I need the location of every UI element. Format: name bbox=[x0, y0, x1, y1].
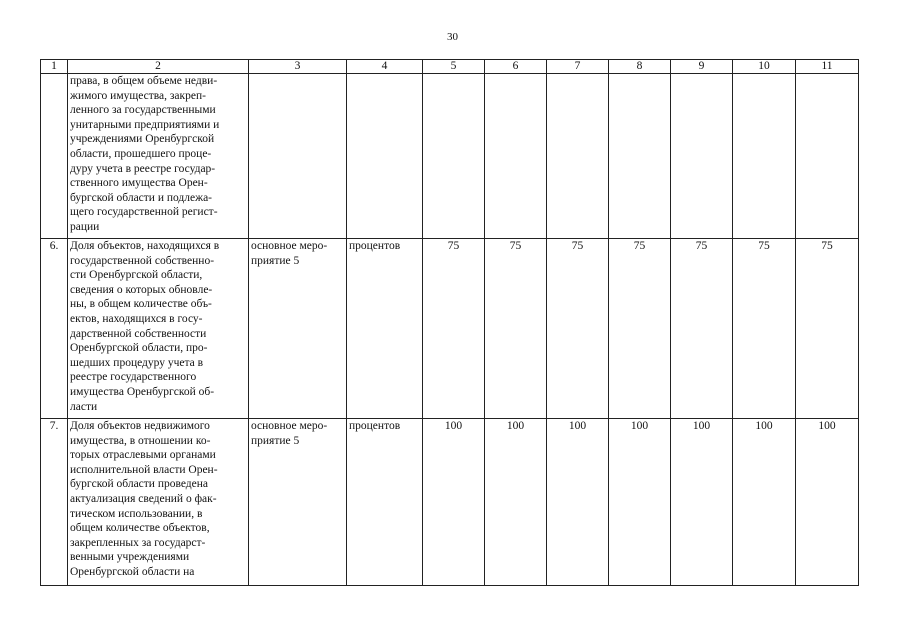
description-line: государственной собственно- bbox=[70, 254, 215, 267]
unit-cell: процентов bbox=[347, 419, 423, 586]
column-header: 5 bbox=[423, 60, 485, 74]
value-cell: 100 bbox=[671, 419, 733, 586]
description-line: ектов, находящихся в госу- bbox=[70, 312, 203, 325]
column-header: 8 bbox=[609, 60, 671, 74]
description-line: тическом использовании, в bbox=[70, 507, 203, 520]
description-line: сти Оренбургской области, bbox=[70, 269, 203, 282]
column-number-row bbox=[41, 60, 859, 74]
description-line: учреждениями Оренбургской bbox=[70, 133, 215, 146]
table-row bbox=[41, 419, 859, 586]
description-line: жимого имущества, закреп- bbox=[70, 89, 206, 102]
value-cell bbox=[671, 74, 733, 239]
indicator-description bbox=[68, 239, 249, 419]
table-row bbox=[41, 74, 859, 239]
description-line: общем количестве объектов, bbox=[70, 522, 210, 535]
column-header: 9 bbox=[671, 60, 733, 74]
column-header: 10 bbox=[733, 60, 796, 74]
value-cell: 75 bbox=[423, 239, 485, 419]
value-cell bbox=[423, 74, 485, 239]
table-row bbox=[41, 239, 859, 419]
description-line: дарственной собственности bbox=[70, 327, 207, 340]
page-number: 30 bbox=[447, 31, 458, 43]
description-line: Оренбургской области на bbox=[70, 565, 195, 578]
description-line: Оренбургской области, про- bbox=[70, 342, 208, 355]
description-line: рации bbox=[70, 220, 100, 233]
event-line: приятие 5 bbox=[251, 434, 300, 447]
value-cell: 75 bbox=[547, 239, 609, 419]
description-line: торых отраслевыми органами bbox=[70, 449, 216, 462]
value-cell: 75 bbox=[609, 239, 671, 419]
event-cell bbox=[249, 239, 347, 419]
row-number: 6. bbox=[41, 239, 68, 419]
description-line: ласти bbox=[70, 400, 98, 413]
description-line: бургской области и подлежа- bbox=[70, 191, 213, 204]
description-line: Доля объектов недвижимого bbox=[70, 420, 210, 432]
value-cell: 75 bbox=[671, 239, 733, 419]
column-header: 2 bbox=[68, 60, 249, 74]
value-cell bbox=[796, 74, 859, 239]
value-cell: 100 bbox=[423, 419, 485, 586]
description-line: ленного за государственными bbox=[70, 104, 216, 117]
description-line: реестре государственного bbox=[70, 371, 197, 384]
column-header: 3 bbox=[249, 60, 347, 74]
indicators-table bbox=[40, 59, 859, 586]
description-line: ны, в общем количестве объ- bbox=[70, 298, 212, 311]
description-line: бургской области проведена bbox=[70, 478, 209, 491]
event-cell bbox=[249, 74, 347, 239]
event-cell bbox=[249, 419, 347, 586]
column-header: 6 bbox=[485, 60, 547, 74]
value-cell: 100 bbox=[733, 419, 796, 586]
column-header: 1 bbox=[41, 60, 68, 74]
value-cell: 100 bbox=[609, 419, 671, 586]
value-cell bbox=[733, 74, 796, 239]
description-line: щего государственной регист- bbox=[70, 206, 218, 219]
event-line: приятие 5 bbox=[251, 254, 300, 267]
description-line: шедших процедуру учета в bbox=[70, 356, 204, 369]
column-header: 11 bbox=[796, 60, 859, 74]
description-line: имущества Оренбургской об- bbox=[70, 385, 215, 398]
indicator-description bbox=[68, 74, 249, 239]
value-cell: 75 bbox=[733, 239, 796, 419]
value-cell: 100 bbox=[796, 419, 859, 586]
value-cell: 75 bbox=[796, 239, 859, 419]
description-line: области, прошедшего проце- bbox=[70, 147, 212, 160]
description-line: исполнительной власти Орен- bbox=[70, 463, 218, 476]
value-cell: 100 bbox=[485, 419, 547, 586]
column-header: 4 bbox=[347, 60, 423, 74]
unit-cell: процентов bbox=[347, 239, 423, 419]
value-cell bbox=[547, 74, 609, 239]
description-line: права, в общем объеме недви- bbox=[70, 75, 218, 87]
value-cell: 75 bbox=[485, 239, 547, 419]
indicator-description bbox=[68, 419, 249, 586]
row-number bbox=[41, 74, 68, 239]
value-cell bbox=[609, 74, 671, 239]
description-line: закрепленных за государст- bbox=[70, 536, 206, 549]
event-line: основное меро- bbox=[251, 240, 328, 252]
value-cell bbox=[485, 74, 547, 239]
description-line: ственного имущества Орен- bbox=[70, 177, 208, 190]
description-line: имущества, в отношении ко- bbox=[70, 434, 211, 447]
unit-cell bbox=[347, 74, 423, 239]
value-cell: 100 bbox=[547, 419, 609, 586]
description-line: дуру учета в реестре государ- bbox=[70, 162, 216, 175]
column-header: 7 bbox=[547, 60, 609, 74]
description-line: Доля объектов, находящихся в bbox=[70, 240, 220, 252]
event-line: основное меро- bbox=[251, 420, 328, 432]
row-number: 7. bbox=[41, 419, 68, 586]
description-line: венными учреждениями bbox=[70, 551, 190, 564]
description-line: сведения о которых обновле- bbox=[70, 283, 213, 296]
description-line: актуализация сведений о фак- bbox=[70, 492, 217, 505]
description-line: унитарными предприятиями и bbox=[70, 118, 220, 131]
